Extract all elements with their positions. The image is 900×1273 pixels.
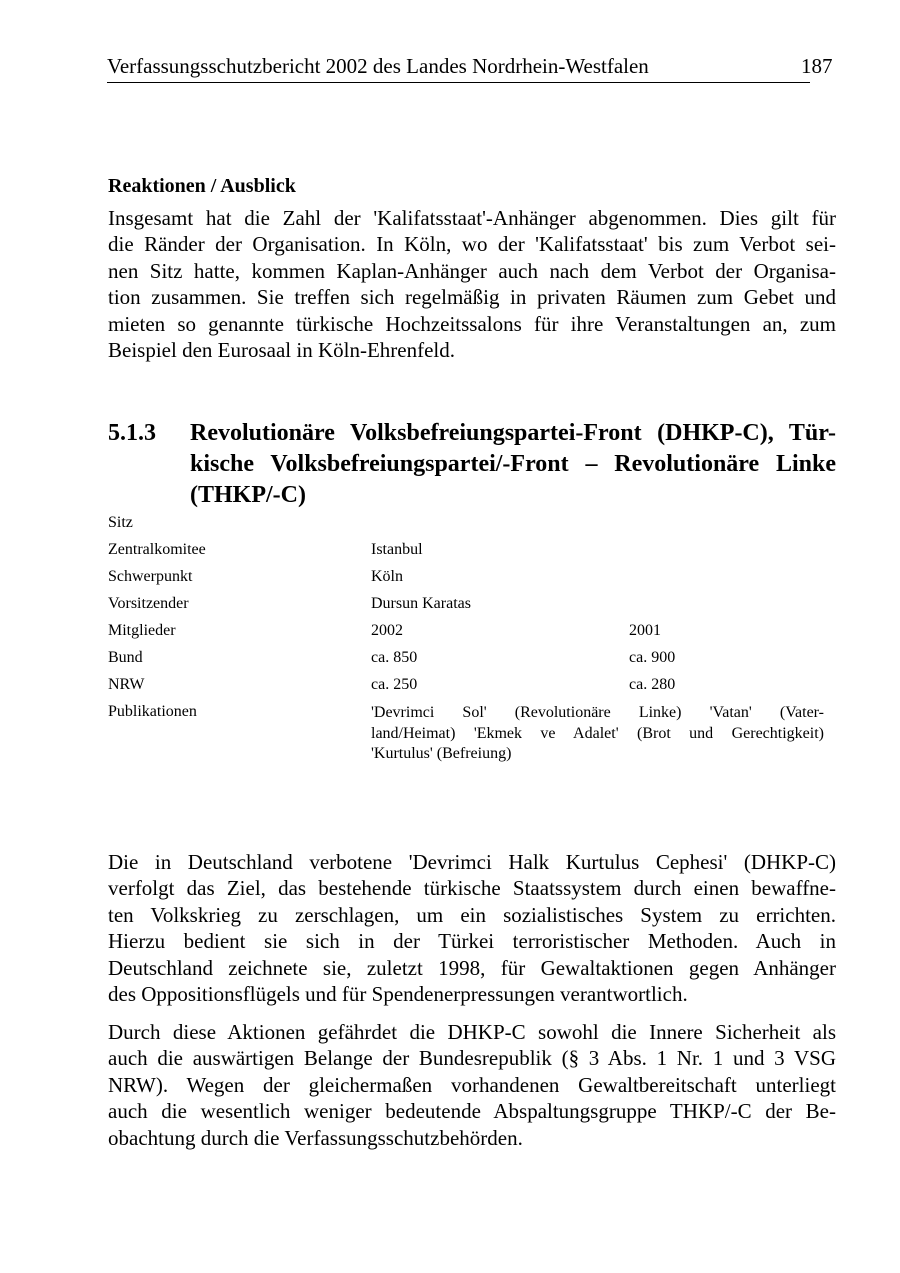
publications-list (371, 703, 824, 765)
paragraph-reaktionen (108, 205, 836, 363)
paragraph-line: mieten so genannte türkische Hochzeitssalons für ihre Veranstaltungen an, zum (108, 311, 836, 336)
fact-label: Schwerpunkt (108, 568, 193, 585)
fact-row-zentralkomitee (108, 541, 836, 568)
paragraph-line: des Oppositionsflügels und für Spendenerpressungen verantwortlich. (108, 982, 688, 1007)
fact-label: NRW (108, 676, 145, 693)
running-header (107, 52, 810, 83)
paragraph-line: die Ränder der Organisation. In Köln, wo der 'Kalifatsstaat' bis zum Verbot sei- (108, 232, 836, 257)
subsection-title-line: Revolutionäre Volksbefreiungspartei-Front (DHKP-C), Tür- (190, 420, 836, 446)
fact-row-mitglieder (108, 622, 836, 649)
publications-line: land/Heimat) 'Ekmek ve Adalet' (Brot und Gerechtigkeit) (371, 724, 824, 742)
paragraph-line: tion zusammen. Sie treffen sich regelmäßig in privaten Räumen zum Gebet und (108, 285, 836, 310)
fact-row-bund (108, 649, 836, 676)
paragraph-line: Beispiel den Eurosaal in Köln-Ehrenfeld. (108, 338, 455, 363)
fact-label: Bund (108, 649, 143, 666)
fact-label: Sitz (108, 514, 133, 531)
paragraph-sicherheit (108, 1019, 836, 1151)
paragraph-line: ten Volkskrieg zu zerschlagen, um ein sozialistisches System zu errichten. (108, 902, 836, 927)
fact-year: 2001 (629, 622, 661, 639)
paragraph-line: Hierzu bedient sie sich in der Türkei terroristischer Methoden. Auch in (108, 929, 836, 954)
fact-value: ca. 900 (629, 649, 676, 666)
paragraph-dhkpc-ziel (108, 849, 836, 1007)
fact-value: ca. 850 (371, 649, 418, 666)
paragraph-line: auch die wesentlich weniger bedeutende Abspaltungsgruppe THKP/-C der Be- (108, 1099, 836, 1124)
paragraph-line: NRW). Wegen der gleichermaßen vorhandenen Gewaltbereitschaft unterliegt (108, 1072, 836, 1097)
subsection-title-line: (THKP/-C) (190, 482, 306, 508)
publications-line: 'Kurtulus' (Befreiung) (371, 745, 512, 762)
fact-value: ca. 250 (371, 676, 418, 693)
fact-row-nrw (108, 676, 836, 703)
fact-row-schwerpunkt (108, 568, 836, 595)
fact-label: Mitglieder (108, 622, 176, 639)
fact-value: ca. 280 (629, 676, 676, 693)
subsection-title (190, 418, 836, 511)
paragraph-line: nen Sitz hatte, kommen Kaplan-Anhänger auch nach dem Verbot der Organisa- (108, 258, 836, 283)
fact-label: Publikationen (108, 703, 197, 720)
section-heading: Reaktionen / Ausblick (108, 175, 296, 197)
fact-row-publikationen (108, 703, 836, 773)
fact-row-sitz (108, 514, 836, 541)
paragraph-line: auch die auswärtigen Belange der Bundesrepublik (§ 3 Abs. 1 Nr. 1 und 3 VSG (108, 1046, 836, 1071)
subsection-number: 5.1.3 (108, 420, 156, 446)
page-number: 187 (801, 54, 833, 78)
fact-value: Köln (371, 568, 403, 585)
fact-label: Vorsitzender (108, 595, 189, 612)
paragraph-line: Deutschland zeichnete sie, zuletzt 1998, für Gewaltaktionen gegen Anhänger (108, 955, 836, 980)
fact-value: Dursun Karatas (371, 595, 471, 612)
header-title: Verfassungsschutzbericht 2002 des Landes Nordrhein-Westfalen (107, 54, 649, 78)
fact-row-vorsitzender (108, 595, 836, 622)
paragraph-line: verfolgt das Ziel, das bestehende türkische Staatssystem durch einen bewaffne- (108, 876, 836, 901)
fact-year: 2002 (371, 622, 403, 639)
subsection-title-line: kische Volksbefreiungspartei/-Front – Revolutionäre Linke (190, 451, 836, 477)
paragraph-line: obachtung durch die Verfassungsschutzbehörden. (108, 1125, 523, 1150)
publications-line: 'Devrimci Sol' (Revolutionäre Linke) 'Vatan' (Vater- (371, 704, 824, 721)
paragraph-line: Durch diese Aktionen gefährdet die DHKP-C sowohl die Innere Sicherheit als (108, 1020, 836, 1044)
fact-value: Istanbul (371, 541, 423, 558)
paragraph-line: Insgesamt hat die Zahl der 'Kalifatsstaat'-Anhänger abgenommen. Dies gilt für (108, 206, 836, 230)
fact-label: Zentralkomitee (108, 541, 206, 558)
paragraph-line: Die in Deutschland verbotene 'Devrimci Halk Kurtulus Cephesi' (DHKP-C) (108, 850, 836, 874)
